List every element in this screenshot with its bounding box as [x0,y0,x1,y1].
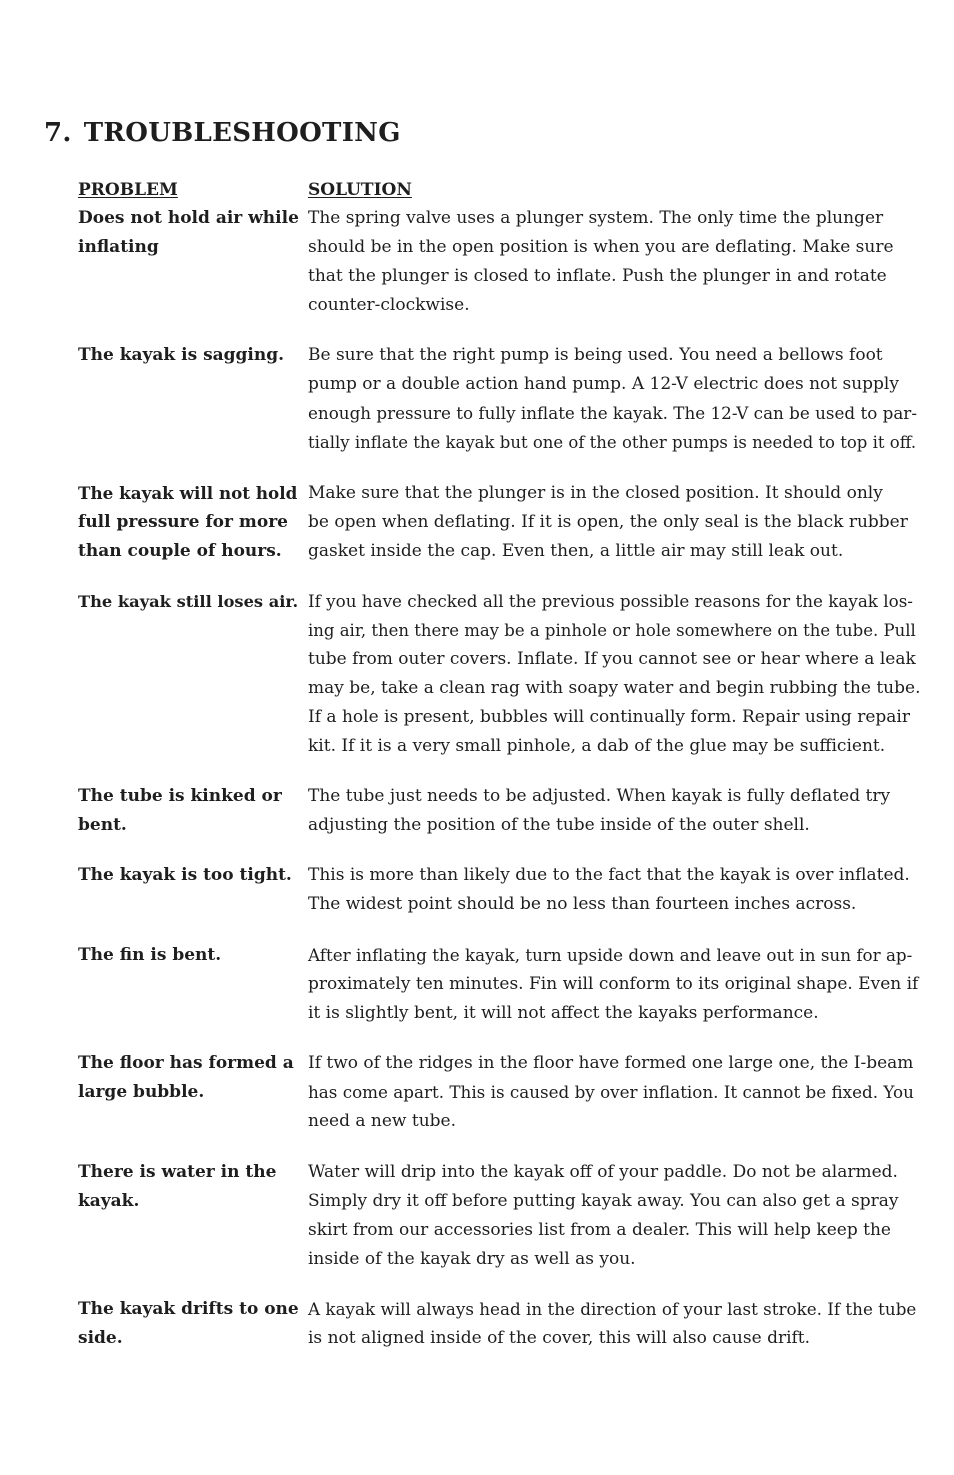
solution-line: is not aligned inside of the cover, this will also cause drift. [308,1328,811,1348]
problem-text [78,341,300,370]
problem-line: bent. [78,815,127,835]
solution-text [308,204,920,320]
solution-line: adjusting the position of the tube inside of the outer shell. [308,815,810,835]
problem-line: The kayak still loses air. [78,592,299,611]
solution-line: enough pressure to fully inflate the kayak. The 12-V can be used to par- [308,403,917,423]
solution-line: This is more than likely due to the fact that the kayak is over inflated. [308,865,910,885]
problem-line: large bubble. [78,1082,205,1102]
problem-text [78,479,300,566]
problem-line: side. [78,1328,123,1348]
solution-line: ing air, then there may be a pinhole or hole somewhere on the tube. Pull [308,621,916,640]
problem-line: full pressure for more [78,512,288,532]
section-number: 7. [44,118,72,148]
solution-text [308,941,920,1028]
problem-text [78,587,300,616]
problem-line: kayak. [78,1191,140,1211]
problem-column-header: PROBLEM [78,180,178,200]
problem-line: The fin is bent. [78,945,222,965]
solution-line: After inflating the kayak, turn upside down and leave out in sun for ap- [308,945,913,965]
solution-line: Water will drip into the kayak off of your paddle. Do not be alarmed. [308,1162,898,1182]
solution-line: The spring valve uses a plunger system. The only time the plunger [308,208,884,228]
solution-line: be open when deflating. If it is open, the only seal is the black rubber [308,512,908,532]
solution-line: If you have checked all the previous possible reasons for the kayak los- [308,591,913,611]
solution-line: Simply dry it off before putting kayak away. You can also get a spray [308,1191,899,1211]
problem-line: inflating [78,237,159,257]
solution-line: kit. If it is a very small pinhole, a dab of the glue may be sufficient. [308,736,886,756]
solution-line: If a hole is present, bubbles will continually form. Repair using repair [308,707,910,727]
solution-line: should be in the open position is when you are deflating. Make sure [308,237,894,257]
solution-line: The widest point should be no less than fourteen inches across. [308,894,857,914]
problem-text [78,782,300,840]
problem-line: Does not hold air while [78,208,299,228]
problem-text [78,204,300,262]
problem-line: The tube is kinked or [78,786,282,806]
problem-line: The kayak will not hold [78,483,298,503]
problem-line: The kayak is sagging. [78,345,285,365]
problem-text [78,1158,300,1216]
solution-line: tube from outer covers. Inflate. If you cannot see or hear where a leak [308,649,916,669]
solution-text [308,1049,920,1136]
problem-text [78,941,300,970]
problem-line: than couple of hours. [78,541,282,561]
solution-line: Be sure that the right pump is being used. You need a bellows foot [308,345,883,365]
solution-text [308,587,920,761]
section-title [44,118,401,148]
problem-line: The kayak drifts to one [78,1299,299,1319]
solution-text [308,782,920,840]
solution-line: gasket inside the cap. Even then, a little air may still leak out. [308,541,844,561]
solution-column-header: SOLUTION [308,180,412,200]
solution-line: counter-clockwise. [308,295,470,315]
solution-text [308,1158,920,1274]
solution-line: tially inflate the kayak but one of the other pumps is needed to top it off. [308,433,917,452]
problem-text [78,861,300,890]
problem-line: There is water in the [78,1162,277,1182]
solution-text [308,479,920,566]
section-title-text: TROUBLESHOOTING [83,118,401,148]
problem-text [78,1049,300,1107]
solution-text [308,341,920,457]
solution-line: inside of the kayak dry as well as you. [308,1249,636,1269]
solution-line: A kayak will always head in the direction of your last stroke. If the tube [308,1299,917,1319]
problem-text [78,1295,300,1353]
problem-line: The floor has formed a [78,1053,294,1073]
problem-line: The kayak is too tight. [78,865,292,885]
solution-line: it is slightly bent, it will not affect the kayaks performance. [308,1003,819,1023]
solution-text [308,861,920,919]
solution-line: proximately ten minutes. Fin will conform to its original shape. Even if [308,974,919,994]
solution-line: may be, take a clean rag with soapy water and begin rubbing the tube. [308,678,921,698]
solution-line: has come apart. This is caused by over inflation. It cannot be fixed. You [308,1082,914,1102]
solution-line: skirt from our accessories list from a dealer. This will help keep the [308,1220,891,1240]
solution-text [308,1295,920,1353]
solution-line: that the plunger is closed to inflate. Push the plunger in and rotate [308,266,887,286]
solution-line: The tube just needs to be adjusted. When kayak is fully deflated try [308,786,891,806]
solution-line: If two of the ridges in the floor have formed one large one, the I-beam [308,1053,914,1073]
solution-line: need a new tube. [308,1111,456,1131]
solution-line: Make sure that the plunger is in the closed position. It should only [308,483,883,503]
solution-line: pump or a double action hand pump. A 12-V electric does not supply [308,374,899,394]
